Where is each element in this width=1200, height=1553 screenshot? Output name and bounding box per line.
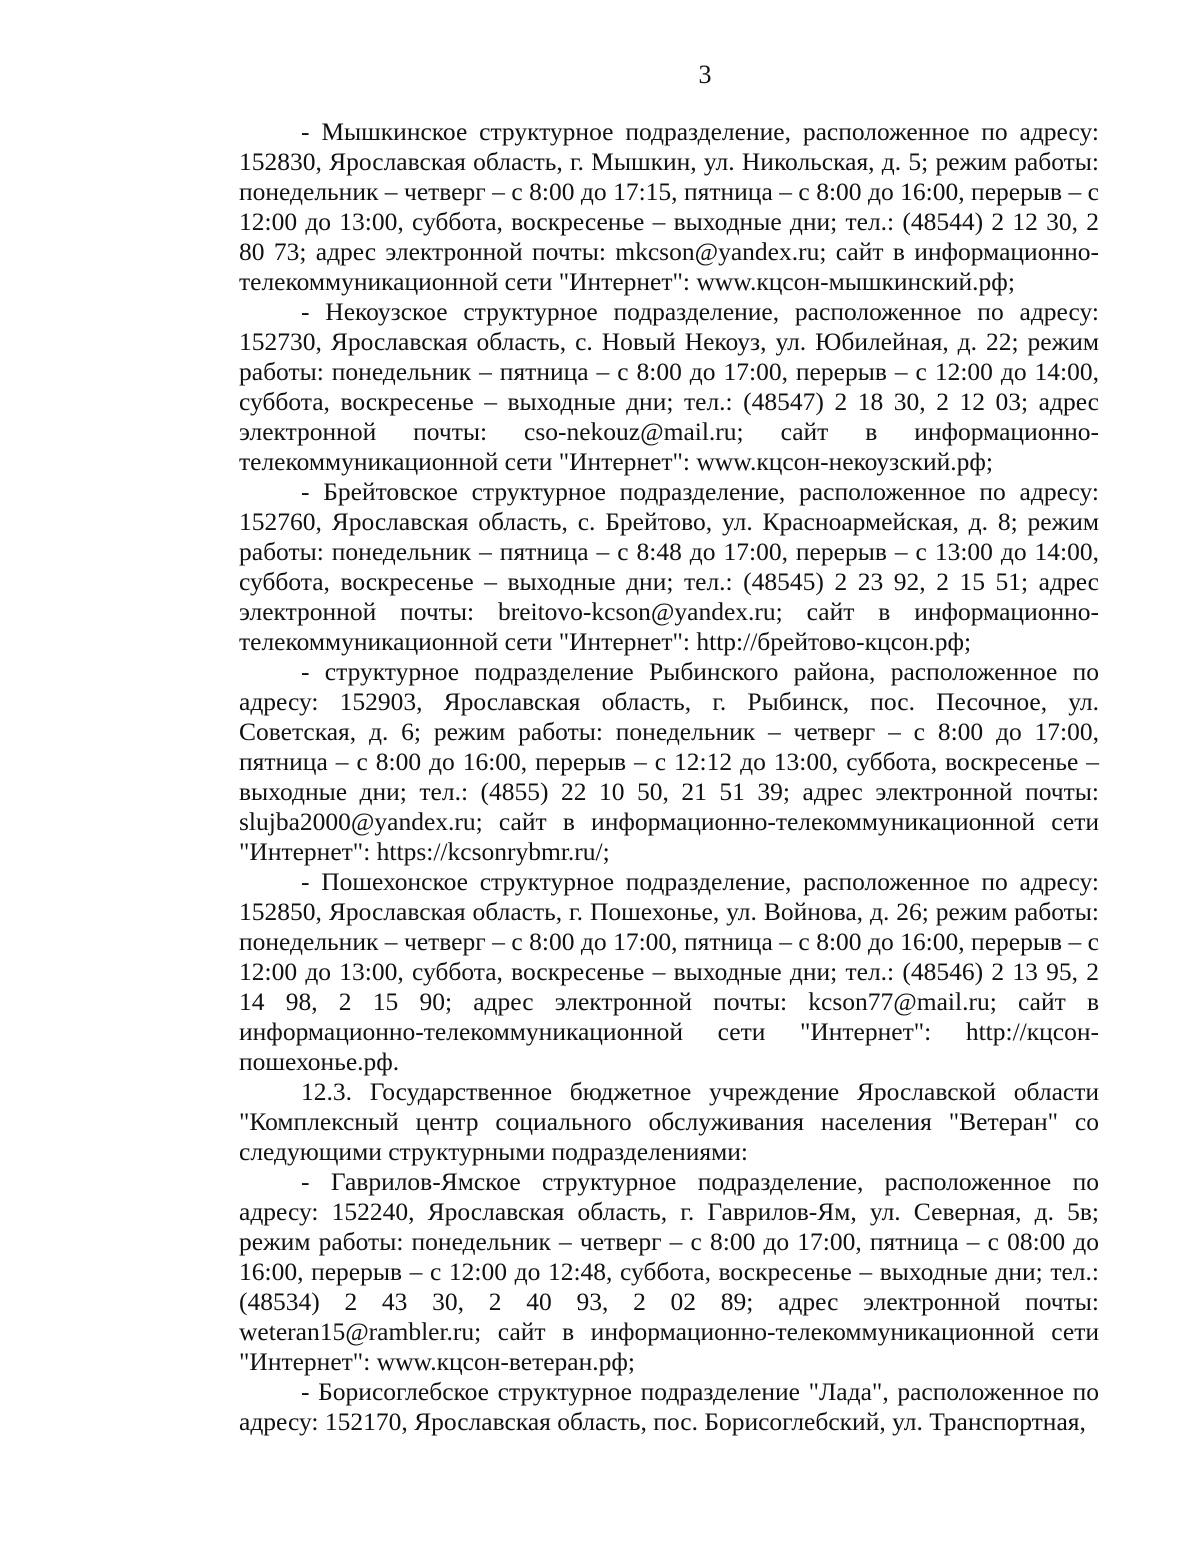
paragraph-myshkin: - Мышкинское структурное подразделение, расположенное по адресу: 152830, Ярославская область, г. Мышкин, ул. Никольская, д. 5; режим работы: понедельник – четверг – с 8:00 до 17:15, пятница – с 8:00 до 16:00, перерыв – с 12:00 до 13:00, суббота, воскресенье – выходные дни; тел.: (48544) 2 12 30, 2 80 73; адрес электронной почты: mkcson@yandex.ru; сайт в информационно-телекоммуникационной сети "Интернет": www.кцсон-мышкинский.рф; <box>239 117 1099 296</box>
paragraph-borisoglebsky: - Борисоглебское структурное подразделение "Лада", расположенное по адресу: 152170, Ярославская область, пос. Борисоглебский, ул. Транспортная, <box>239 1377 1099 1436</box>
paragraph-gavrilov-yam: - Гаврилов-Ямское структурное подразделение, расположенное по адресу: 152240, Ярославская область, г. Гаврилов-Ям, ул. Северная, д. 5в; режим работы: понедельник – четверг – с 8:00 до 17:00, пятница – с 08:00 до 16:00, перерыв – с 12:00 до 12:48, суббота, воскресенье – выходные дни; тел.: (48534) 2 43 30, 2 40 93, 2 02 89; адрес электронной почты: weteran15@rambler.ru; сайт в информационно-телекоммуникационной сети "Интернет": www.кцсон-ветеран.рф; <box>239 1167 1099 1376</box>
document-body <box>239 117 1099 1437</box>
paragraph-poshekhonye: - Пошехонское структурное подразделение, расположенное по адресу: 152850, Ярославская область, г. Пошехонье, ул. Войнова, д. 26; режим работы: понедельник – четверг – с 8:00 до 17:00, пятница – с 8:00 до 16:00, перерыв – с 12:00 до 13:00, суббота, воскресенье – выходные дни; тел.: (48546) 2 13 95, 2 14 98, 2 15 90; адрес электронной почты: kcson77@mail.ru; сайт в информационно-телекоммуникационной сети "Интернет": http://кцсон-пошехонье.рф. <box>239 867 1099 1076</box>
paragraph-breitovo: - Брейтовское структурное подразделение, расположенное по адресу: 152760, Ярославская область, с. Брейтово, ул. Красноармейская, д. 8; режим работы: понедельник – пятница – с 8:48 до 17:00, перерыв – с 13:00 до 14:00, суббота, воскресенье – выходные дни; тел.: (48545) 2 23 92, 2 15 51; адрес электронной почты: breitovo-kcson@yandex.ru; сайт в информационно-телекоммуникационной сети "Интернет": http://брейтово-кцсон.рф; <box>239 477 1099 656</box>
paragraph-section-12-3: 12.3. Государственное бюджетное учреждение Ярославской области "Комплексный центр социального обслуживания населения "Ветеран" со следующими структурными подразделениями: <box>239 1077 1099 1166</box>
paragraph-nekouz: - Некоузское структурное подразделение, расположенное по адресу: 152730, Ярославская область, с. Новый Некоуз, ул. Юбилейная, д. 22; режим работы: понедельник – пятница – с 8:00 до 17:00, перерыв – с 12:00 до 14:00, суббота, воскресенье – выходные дни; тел.: (48547) 2 18 30, 2 12 03; адрес электронной почты: cso-nekouz@mail.ru; сайт в информационно-телекоммуникационной сети "Интернет": www.кцсон-некоузский.рф; <box>239 297 1099 476</box>
paragraph-rybinsk: - структурное подразделение Рыбинского района, расположенное по адресу: 152903, Ярославская область, г. Рыбинск, пос. Песочное, ул. Советская, д. 6; режим работы: понедельник – четверг – с 8:00 до 17:00, пятница – с 8:00 до 16:00, перерыв – с 12:12 до 13:00, суббота, воскресенье – выходные дни; тел.: (4855) 22 10 50, 21 51 39; адрес электронной почты: slujba2000@yandex.ru; сайт в информационно-телекоммуникационной сети "Интернет": https://kcsonrybmr.ru/; <box>239 657 1099 866</box>
page-number: 3 <box>698 60 712 89</box>
